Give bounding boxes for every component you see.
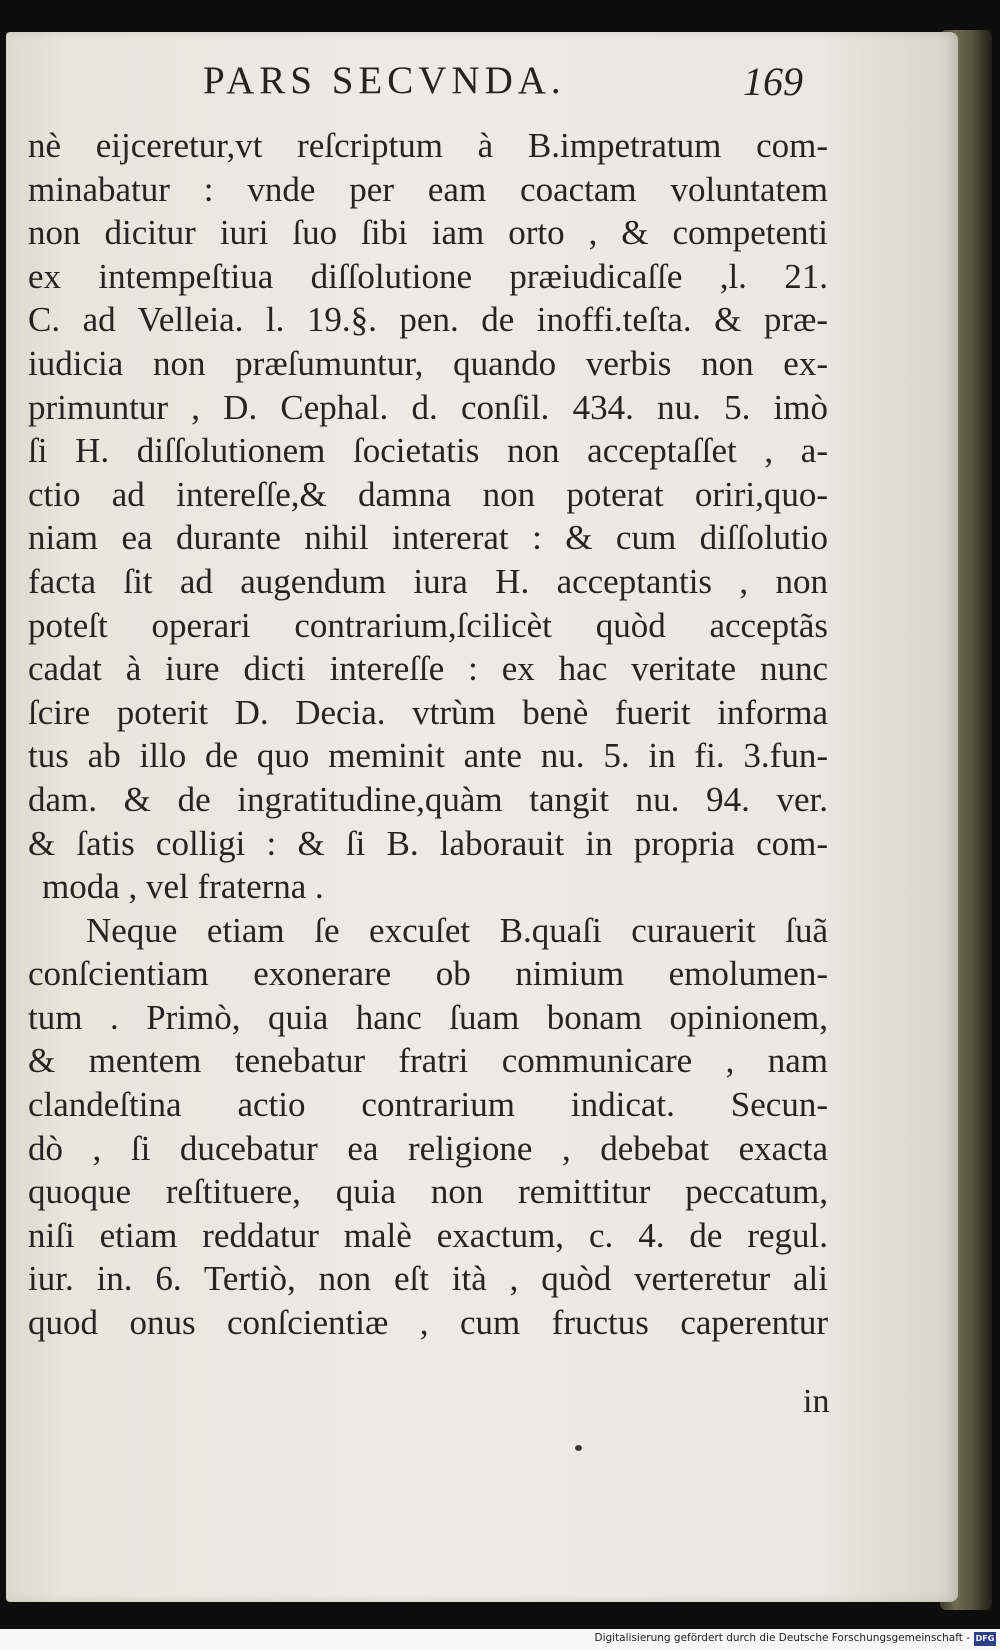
text-line: ſcire poterit D. Decia. vtrùm benè fuerit informa [28, 692, 828, 732]
running-head: PARS SECVNDA. [203, 59, 566, 102]
text-line: conſcientiam exonerare ob nimium emolumen- [28, 954, 828, 994]
text-line: moda , vel fraterna . [42, 867, 324, 907]
text-line: ex intempeſtiua diſſolutione præiudicaſſe ,l. 21. [28, 256, 828, 296]
text-line: poteſt operari contrarium,ſcilicèt quòd acceptãs [28, 605, 828, 645]
text-line: ctio ad intereſſe,& damna non poterat oriri,quo- [28, 474, 828, 514]
text-line: quod onus conſcientiæ , cum fructus caperentur [28, 1303, 828, 1343]
text-line: iudicia non præſumuntur, quando verbis non ex- [28, 343, 828, 383]
text-line: primuntur , D. Cephal. d. conſil. 434. nu. 5. imò [28, 387, 828, 427]
text-line: tus ab illo de quo meminit ante nu. 5. in fi. 3.fun- [28, 736, 828, 776]
paragraph-start-line: Neque etiam ſe excuſet B.quaſi curauerit ſuã [86, 910, 828, 950]
text-line: tum . Primò, quia hanc ſuam bonam opinionem, [28, 997, 828, 1037]
dfg-logo-icon: DFG [974, 1632, 996, 1646]
text-line: dam. & de ingratitudine,quàm tangit nu. 94. ver. [28, 779, 828, 819]
text-line: clandeſtina actio contrarium indicat. Secun- [28, 1085, 828, 1125]
footer-credit: Digitalisierung gefördert durch die Deutsche Forschungsgemeinschaft - [594, 1632, 970, 1644]
text-line: facta ſit ad augendum iura H. acceptantis , non [28, 561, 828, 601]
page-body [28, 124, 828, 1345]
page-number: 169 [743, 59, 803, 104]
page-header [0, 58, 1000, 108]
text-line: niſi etiam reddatur malè exactum, c. 4. de regul. [28, 1215, 828, 1255]
digitization-footer [0, 1629, 1000, 1650]
text-line: dò , ſi ducebatur ea religione , debebat exacta [28, 1128, 828, 1168]
text-line: minabatur : vnde per eam coactam voluntatem [28, 169, 828, 209]
text-line: quoque reſtituere, quia non remittitur peccatum, [28, 1172, 828, 1212]
text-line: nè eijceretur,vt reſcriptum à B.impetratum com- [28, 126, 828, 165]
text-line: niam ea durante nihil intererat : & cum diſſolutio [28, 518, 828, 558]
catchword: in [803, 1383, 830, 1420]
text-line: non dicitur iuri ſuo ſibi iam orto , & competenti [28, 213, 828, 253]
text-line: & mentem tenebatur fratri communicare , nam [28, 1041, 828, 1081]
text-line: iur. in. 6. Tertiò, non eſt ità , quòd verteretur ali [28, 1259, 828, 1299]
text-line: ſi H. diſſolutionem ſocietatis non acceptaſſet , a- [28, 431, 828, 471]
text-line: cadat à iure dicti intereſſe : ex hac veritate nunc [28, 649, 828, 689]
text-line: C. ad Velleia. l. 19.§. pen. de inoffi.teſta. & præ- [28, 300, 828, 340]
text-line: & ſatis colligi : & ſi B. laborauit in propria com- [28, 823, 828, 863]
ink-mark [575, 1445, 582, 1451]
